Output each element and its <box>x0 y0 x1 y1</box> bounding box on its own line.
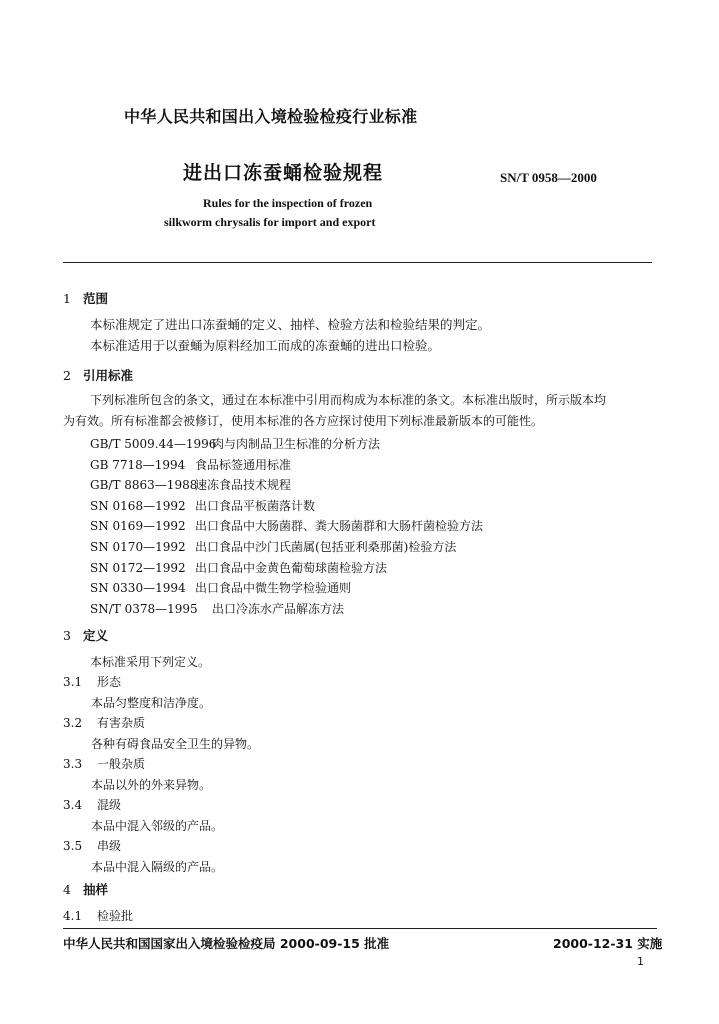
reference-code: SN/T 0378—1995 <box>90 601 198 616</box>
definition-desc: 本品以外的外来异物。 <box>91 777 212 792</box>
implementation-date: 2000-12-31 实施 <box>553 936 663 951</box>
reference-title: 出口食品中微生物学检验通则 <box>195 581 352 596</box>
reference-item <box>90 455 483 476</box>
definition-term <box>63 795 259 816</box>
paragraph: 为有效。所有标准都会被修订，使用本标准的各方应探讨使用下列标准最新版本的可能性。 <box>63 414 544 428</box>
section-title: 定义 <box>82 628 108 643</box>
section-number: 1 <box>63 291 71 306</box>
reference-item <box>90 475 483 496</box>
section-2-heading <box>63 366 133 384</box>
reference-title: 速冻食品技术规程 <box>195 478 292 493</box>
subsection-4-1 <box>63 907 133 924</box>
section-3-heading <box>63 626 108 644</box>
reference-item <box>90 434 483 455</box>
section-title: 范围 <box>82 291 108 306</box>
reference-code: GB/T 5009.44—1996 <box>90 437 217 451</box>
term: 串级 <box>97 839 122 853</box>
reference-title: 出口食品中金黄色葡萄球菌检验方法 <box>195 560 388 575</box>
reference-code: SN 0330—1994 <box>90 581 186 596</box>
reference-code: SN 0170—1992 <box>90 539 186 554</box>
reference-title: 肉与肉制品卫生标准的分析方法 <box>212 437 381 451</box>
reference-title: 出口食品中大肠菌群、粪大肠菌群和大肠杆菌检验方法 <box>195 519 484 534</box>
paragraph: 下列标准所包含的条文，通过在本标准中引用而构成为本标准的条文。本标准出版时，所示版本均 <box>90 393 607 407</box>
reference-item <box>90 537 483 558</box>
term: 有害杂质 <box>97 716 146 730</box>
issuer-title: 中华人民共和国出入境检验检疫行业标准 <box>124 107 418 126</box>
section-4-heading <box>63 880 108 898</box>
header-divider <box>63 262 652 263</box>
subsection-number: 4.1 <box>63 909 83 923</box>
paragraph: 本标准规定了进出口冻蚕蛹的定义、抽样、检验方法和检验结果的判定。 <box>90 317 491 332</box>
section-title: 引用标准 <box>82 368 133 383</box>
section-number: 3 <box>63 628 71 643</box>
reference-code: SN 0172—1992 <box>90 560 186 575</box>
approval-line: 中华人民共和国国家出入境检验检疫局 2000-09-15 批准 <box>63 936 390 951</box>
definition-desc: 各种有碍食品安全卫生的异物。 <box>91 736 260 751</box>
section-number: 2 <box>63 368 71 383</box>
definition-number: 3.3 <box>63 757 83 771</box>
reference-title: 出口食品中沙门氏菌属(包括亚利桑那菌)检验方法 <box>195 539 457 554</box>
footer-divider <box>63 928 657 929</box>
term: 混级 <box>97 798 122 812</box>
reference-item <box>90 496 483 517</box>
section-title: 抽样 <box>82 882 108 897</box>
reference-item <box>90 516 483 537</box>
paragraph: 本标准适用于以蚕蛹为原料经加工而成的冻蚕蛹的进出口检验。 <box>90 338 441 353</box>
reference-item <box>90 578 483 599</box>
reference-item <box>90 558 483 579</box>
term: 形态 <box>97 675 122 689</box>
reference-title: 食品标签通用标准 <box>195 457 292 472</box>
reference-code: SN 0169—1992 <box>90 519 186 534</box>
reference-list <box>90 434 483 619</box>
definition-term <box>63 754 259 775</box>
definition-list <box>63 672 259 877</box>
reference-item <box>90 599 483 620</box>
reference-code: GB 7718—1994 <box>90 457 186 472</box>
document-title: 进出口冻蚕蛹检验规程 <box>183 162 384 184</box>
page-number: 1 <box>637 955 644 968</box>
paragraph: 本标准采用下列定义。 <box>90 655 211 669</box>
definition-desc: 本品匀整度和洁净度。 <box>91 695 212 710</box>
definition-number: 3.2 <box>63 716 83 730</box>
reference-title: 出口食品平板菌落计数 <box>195 498 316 513</box>
standard-number: SN/T 0958—2000 <box>500 170 597 185</box>
english-title-line-2: silkworm chrysalis for import and export <box>164 215 376 229</box>
english-title-line-1: Rules for the inspection of frozen <box>203 196 373 210</box>
subsection-title: 检验批 <box>97 909 134 923</box>
reference-code: SN 0168—1992 <box>90 498 186 513</box>
definition-term <box>63 713 259 734</box>
definition-term <box>63 672 259 693</box>
section-number: 4 <box>63 882 71 897</box>
reference-code: GB/T 8863—1988 <box>90 478 198 493</box>
definition-number: 3.4 <box>63 798 83 812</box>
term: 一般杂质 <box>97 757 146 771</box>
definition-number: 3.5 <box>63 839 83 853</box>
definition-desc: 本品中混入邻级的产品。 <box>91 818 224 833</box>
definition-desc: 本品中混入隔级的产品。 <box>91 859 224 874</box>
definition-number: 3.1 <box>63 675 83 689</box>
section-1-heading <box>63 289 108 307</box>
definition-term <box>63 836 259 857</box>
reference-title: 出口冷冻水产品解冻方法 <box>212 601 345 616</box>
